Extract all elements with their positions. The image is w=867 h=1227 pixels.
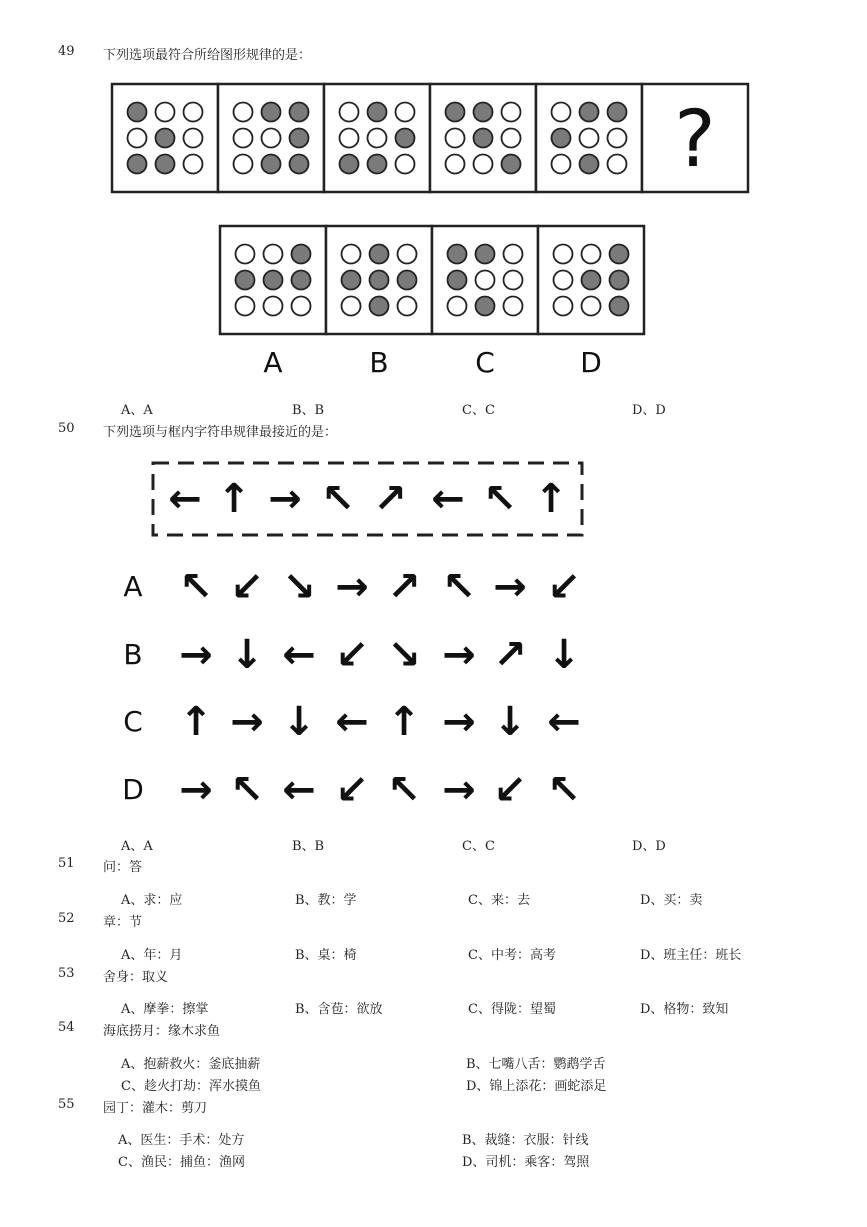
- answer-c-dot-r2c1: [476, 297, 495, 316]
- answer-d-dot-r0c0: [554, 245, 573, 264]
- box-arrow-8: ↑: [534, 476, 568, 522]
- row-c-arrow-8: ←: [547, 699, 581, 745]
- row-c-arrow-7: ↓: [493, 699, 527, 745]
- sequence-5-dot-r2c1: [580, 155, 599, 174]
- answer-b-dot-r0c1: [370, 245, 389, 264]
- answer-d-dot-r2c2: [610, 297, 629, 316]
- question-54-stem: 海底捞月：缘木求鱼: [103, 1024, 221, 1039]
- row-c-arrow-1: ↑: [179, 699, 213, 745]
- sequence-3-dot-r0c1: [368, 103, 387, 122]
- question-49-option-b[interactable]: B、B: [292, 403, 325, 418]
- question-54-option-c[interactable]: C、趁火打劫：浑水摸鱼: [121, 1079, 261, 1094]
- question-52-option-d[interactable]: D、班主任：班长: [640, 948, 742, 963]
- question-mark-glyph: ?: [674, 95, 716, 185]
- answer-a-dot-r2c2: [292, 297, 311, 316]
- sequence-2-dot-r2c1: [262, 155, 281, 174]
- sequence-2-dot-r1c2: [290, 129, 309, 148]
- row-a-arrow-6: ↖: [442, 564, 476, 610]
- sequence-2-dot-r0c2: [290, 103, 309, 122]
- row-a-arrow-7: →: [493, 564, 527, 610]
- sequence-5-dot-r1c1: [580, 129, 599, 148]
- sequence-2-dot-r0c0: [234, 103, 253, 122]
- answer-c-dot-r0c1: [476, 245, 495, 264]
- row-a-arrow-8: ↙: [547, 564, 581, 610]
- question-52-option-b[interactable]: B、桌：椅: [295, 948, 357, 963]
- question-50-option-a[interactable]: A、A: [121, 839, 153, 854]
- row-a-arrow-1: ↖: [179, 564, 213, 610]
- sequence-1-dot-r1c1: [156, 129, 175, 148]
- sequence-1-dot-r0c0: [128, 103, 147, 122]
- question-49-answer-figure: [218, 224, 646, 380]
- sequence-5-dot-r1c0: [552, 129, 571, 148]
- answer-c-dot-r0c2: [504, 245, 523, 264]
- answer-a-dot-r0c0: [236, 245, 255, 264]
- row-d-arrow-2: ↖: [230, 767, 264, 813]
- question-49-stem: 下列选项最符合所给图形规律的是：: [103, 48, 312, 63]
- row-b-arrow-3: ←: [282, 632, 316, 678]
- row-c-arrow-6: →: [442, 699, 476, 745]
- question-49-option-c[interactable]: C、C: [462, 403, 495, 418]
- sequence-2-dot-r0c1: [262, 103, 281, 122]
- sequence-4-dot-r1c0: [446, 129, 465, 148]
- row-a-arrow-3: ↘: [282, 564, 316, 610]
- question-53-number: 53: [58, 966, 75, 981]
- question-53-option-c[interactable]: C、得陇：望蜀: [468, 1002, 556, 1017]
- row-d-arrow-5: ↖: [387, 767, 421, 813]
- question-49-option-a[interactable]: A、A: [121, 403, 153, 418]
- sequence-4-dot-r0c0: [446, 103, 465, 122]
- row-a-arrow-4: →: [335, 564, 369, 610]
- answer-d-dot-r2c0: [554, 297, 573, 316]
- box-arrow-1: ←: [168, 476, 202, 522]
- row-d-arrow-7: ↙: [493, 767, 527, 813]
- question-53-option-b[interactable]: B、含苞：欲放: [295, 1002, 383, 1017]
- sequence-4-dot-r2c0: [446, 155, 465, 174]
- sequence-3-dot-r1c1: [368, 129, 387, 148]
- answer-c-dot-r1c2: [504, 271, 523, 290]
- sequence-4-dot-r1c2: [502, 129, 521, 148]
- row-d-arrow-1: →: [179, 767, 213, 813]
- answer-b-dot-r1c0: [342, 271, 361, 290]
- answer-a-dot-r0c2: [292, 245, 311, 264]
- row-c-arrow-3: ↓: [282, 699, 316, 745]
- question-55-option-a[interactable]: A、医生：手术：处方: [118, 1133, 245, 1148]
- row-label-d: D: [122, 773, 144, 806]
- answer-label-c: C: [475, 346, 495, 379]
- sequence-2-dot-r1c1: [262, 129, 281, 148]
- box-arrow-3: →: [268, 476, 302, 522]
- question-54-option-d[interactable]: D、锦上添花：画蛇添足: [466, 1079, 607, 1094]
- sequence-1-dot-r0c1: [156, 103, 175, 122]
- sequence-4-dot-r0c2: [502, 103, 521, 122]
- question-52-stem: 章：节: [103, 915, 143, 930]
- answer-b-dot-r1c1: [370, 271, 389, 290]
- answer-b-dot-r2c2: [398, 297, 417, 316]
- answer-b-dot-r2c0: [342, 297, 361, 316]
- row-a-arrow-2: ↙: [230, 564, 264, 610]
- sequence-3-dot-r2c1: [368, 155, 387, 174]
- question-51-stem: 问：答: [103, 860, 143, 875]
- row-b-arrow-6: →: [442, 632, 476, 678]
- sequence-5-dot-r0c1: [580, 103, 599, 122]
- question-51-option-d[interactable]: D、买：卖: [640, 893, 703, 908]
- answer-d-dot-r1c2: [610, 271, 629, 290]
- sequence-3-dot-r2c2: [396, 155, 415, 174]
- sequence-3-dot-r0c0: [340, 103, 359, 122]
- question-54-number: 54: [58, 1020, 75, 1035]
- sequence-1-dot-r0c2: [184, 103, 203, 122]
- question-51-option-a[interactable]: A、求：应: [121, 893, 183, 908]
- sequence-1-dot-r2c1: [156, 155, 175, 174]
- sequence-3-dot-r1c2: [396, 129, 415, 148]
- sequence-3-dot-r1c0: [340, 129, 359, 148]
- sequence-3-dot-r2c0: [340, 155, 359, 174]
- row-c-arrow-2: →: [230, 699, 264, 745]
- row-b-arrow-5: ↘: [387, 632, 421, 678]
- row-b-arrow-2: ↓: [230, 632, 264, 678]
- row-b-arrow-1: →: [179, 632, 213, 678]
- question-50-stem: 下列选项与框内字符串规律最接近的是：: [103, 425, 338, 440]
- sequence-4-dot-r1c1: [474, 129, 493, 148]
- answer-d-dot-r0c1: [582, 245, 601, 264]
- question-52-option-a[interactable]: A、年：月: [121, 948, 183, 963]
- sequence-5-dot-r0c0: [552, 103, 571, 122]
- answer-d-dot-r0c2: [610, 245, 629, 264]
- answer-c-dot-r2c2: [504, 297, 523, 316]
- question-49-sequence-figure: [110, 82, 750, 194]
- question-53-stem: 舍身：取义: [103, 970, 169, 985]
- question-51-option-c[interactable]: C、来：去: [468, 893, 530, 908]
- question-50-number: 50: [58, 421, 75, 436]
- answer-b-dot-r1c2: [398, 271, 417, 290]
- sequence-2-dot-r2c0: [234, 155, 253, 174]
- question-51-number: 51: [58, 856, 75, 871]
- question-52-number: 52: [58, 911, 75, 926]
- sequence-2-dot-r2c2: [290, 155, 309, 174]
- question-53-option-a[interactable]: A、摩拳：擦掌: [121, 1002, 209, 1017]
- answer-b-dot-r0c2: [398, 245, 417, 264]
- box-arrow-5: ↗: [373, 476, 407, 522]
- box-arrow-6: ←: [431, 476, 465, 522]
- row-b-arrow-4: ↙: [335, 632, 369, 678]
- sequence-1-dot-r1c0: [128, 129, 147, 148]
- question-55-option-b[interactable]: B、裁缝：衣服：针线: [462, 1133, 589, 1148]
- answer-c-dot-r2c0: [448, 297, 467, 316]
- sequence-1-dot-r1c2: [184, 129, 203, 148]
- sequence-1-dot-r2c0: [128, 155, 147, 174]
- answer-d-dot-r2c1: [582, 297, 601, 316]
- answer-c-dot-r1c0: [448, 271, 467, 290]
- row-label-a: A: [123, 570, 143, 603]
- question-55-number: 55: [58, 1097, 75, 1112]
- sequence-4-dot-r2c2: [502, 155, 521, 174]
- sequence-5-dot-r1c2: [608, 129, 627, 148]
- row-a-arrow-5: ↗: [387, 564, 421, 610]
- row-d-arrow-6: →: [442, 767, 476, 813]
- row-d-arrow-8: ↖: [547, 767, 581, 813]
- sequence-4-dot-r2c1: [474, 155, 493, 174]
- sequence-4-dot-r0c1: [474, 103, 493, 122]
- answer-a-dot-r1c0: [236, 271, 255, 290]
- row-b-arrow-8: ↓: [547, 632, 581, 678]
- answer-a-dot-r1c2: [292, 271, 311, 290]
- box-arrow-2: ↑: [217, 476, 251, 522]
- question-52-option-c[interactable]: C、中考：高考: [468, 948, 556, 963]
- sequence-5-dot-r2c2: [608, 155, 627, 174]
- answer-label-d: D: [580, 346, 602, 379]
- box-arrow-4: ↖: [321, 476, 355, 522]
- row-label-b: B: [123, 638, 143, 671]
- row-c-arrow-5: ↑: [387, 699, 421, 745]
- answer-a-dot-r2c0: [236, 297, 255, 316]
- question-55-option-d[interactable]: D、司机：乘客：驾照: [462, 1155, 590, 1170]
- sequence-1-dot-r2c2: [184, 155, 203, 174]
- answer-b-dot-r0c0: [342, 245, 361, 264]
- answer-label-a: A: [263, 346, 283, 379]
- question-54-option-a[interactable]: A、抱薪救火：釜底抽薪: [121, 1057, 261, 1072]
- answer-d-dot-r1c0: [554, 271, 573, 290]
- answer-label-b: B: [369, 346, 389, 379]
- row-b-arrow-7: ↗: [493, 632, 527, 678]
- row-d-arrow-3: ←: [282, 767, 316, 813]
- sequence-3-dot-r0c2: [396, 103, 415, 122]
- question-50-arrow-figure: [110, 455, 610, 815]
- question-51-option-b[interactable]: B、教：学: [295, 893, 357, 908]
- answer-a-dot-r0c1: [264, 245, 283, 264]
- answer-a-dot-r1c1: [264, 271, 283, 290]
- question-53-option-d[interactable]: D、格物：致知: [640, 1002, 729, 1017]
- answer-b-dot-r2c1: [370, 297, 389, 316]
- answer-c-dot-r0c0: [448, 245, 467, 264]
- question-55-option-c[interactable]: C、渔民：捕鱼：渔网: [118, 1155, 245, 1170]
- question-55-stem: 园丁：灌木：剪刀: [103, 1101, 208, 1116]
- row-c-arrow-4: ←: [335, 699, 369, 745]
- question-50-option-b[interactable]: B、B: [292, 839, 325, 854]
- question-54-option-b[interactable]: B、七嘴八舌：鹦鹉学舌: [466, 1057, 606, 1072]
- question-49-number: 49: [58, 44, 75, 59]
- question-49-option-d[interactable]: D、D: [632, 403, 666, 418]
- row-d-arrow-4: ↙: [335, 767, 369, 813]
- question-50-option-d[interactable]: D、D: [632, 839, 666, 854]
- answer-d-dot-r1c1: [582, 271, 601, 290]
- question-50-option-c[interactable]: C、C: [462, 839, 495, 854]
- sequence-2-dot-r1c0: [234, 129, 253, 148]
- sequence-5-dot-r0c2: [608, 103, 627, 122]
- row-label-c: C: [123, 705, 143, 738]
- box-arrow-7: ↖: [483, 476, 517, 522]
- answer-a-dot-r2c1: [264, 297, 283, 316]
- answer-c-dot-r1c1: [476, 271, 495, 290]
- sequence-5-dot-r2c0: [552, 155, 571, 174]
